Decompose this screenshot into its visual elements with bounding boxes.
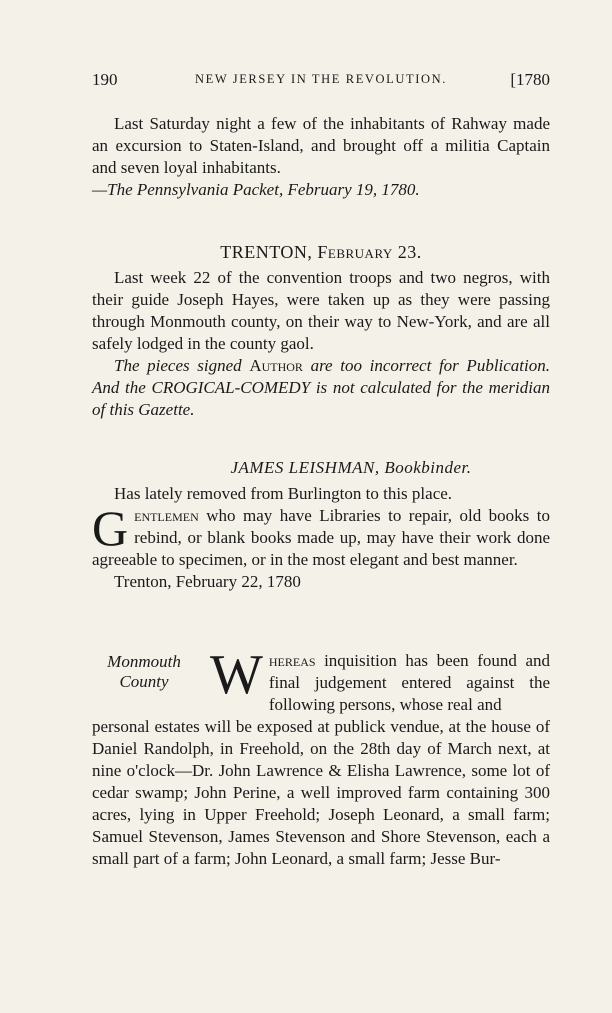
running-year: [1780 <box>510 70 550 89</box>
item-text: Last week 22 of the convention troops and two negros, with their guide Joseph Hayes, were taken up as they were passing through Monmouth county, on their way to New-York, and are all safely lodged in the county gaol. <box>92 268 550 353</box>
item-source: —The Pennsylvania Packet, February 19, 1780. <box>92 180 420 199</box>
drop-cap-letter: G <box>92 500 129 556</box>
ad-text-body: who may have Libraries to repair, old books to rebind, or blank books made up, may have their work done agreeable to specimen, or in the most elegant and best manner. <box>92 506 550 569</box>
ad-heading: JAMES LEISHMAN, Bookbinder. <box>230 458 472 477</box>
note-part2: are too incorrect for Publication. And the CROGICAL-COMEDY is not calculated for the meridian of this Gazette. <box>92 356 551 419</box>
note-part1: The pieces signed <box>114 356 250 375</box>
side-note-line1: Monmouth <box>107 652 181 671</box>
ad-first-line: Has lately removed from Burlington to this place. <box>114 484 453 503</box>
ad-body <box>92 500 550 571</box>
notice-text-body: personal estates will be exposed at publick vendue, at the house of Daniel Randolph, in Freehold, on the 28th day of March next, at nine o'clock—Dr. John Lawrence & Elisha Lawrence, some lot of cedar swamp; John Perine, a well improved farm containing 300 acres, lying in Upper Freehold; Joseph Leonard, a small farm; Samuel Stevenson, James Stevenson and Shore Stevenson, each a small part of a farm; John Leonard, a small farm; Jesse Bur- <box>92 717 550 868</box>
note-author: Author <box>249 356 303 375</box>
running-title: NEW JERSEY IN THE REVOLUTION. <box>194 72 448 86</box>
heading-place: TRENTON, <box>220 242 313 262</box>
notice-monmouth <box>92 644 550 870</box>
editor-note <box>92 355 550 421</box>
ad-lead: entlemen <box>134 506 199 525</box>
item-text: Last Saturday night a few of the inhabitants of Rahway made an excursion to Staten-Island, and brought off a militia Captain and seven loyal inhabitants. <box>92 114 550 177</box>
notice-text-head: inquisition has been found and final judgement entered against the following persons, whose real and <box>268 651 550 714</box>
news-item-rahway <box>92 113 550 201</box>
item-heading <box>92 241 550 263</box>
ad-text <box>92 500 550 571</box>
notice-lead-block <box>210 644 550 716</box>
running-head <box>92 70 550 96</box>
notice-head <box>92 644 550 716</box>
side-note <box>92 652 196 692</box>
notice-lead: hereas <box>268 651 316 670</box>
advertisement-bookbinder <box>92 457 550 593</box>
drop-cap-letter: W <box>210 644 263 706</box>
heading-date: February 23. <box>317 242 422 262</box>
side-note-line2: County <box>119 672 169 691</box>
ad-dateline: Trenton, February 22, 1780 <box>114 572 301 591</box>
news-item-trenton <box>92 241 550 421</box>
page-number: 190 <box>92 70 118 89</box>
